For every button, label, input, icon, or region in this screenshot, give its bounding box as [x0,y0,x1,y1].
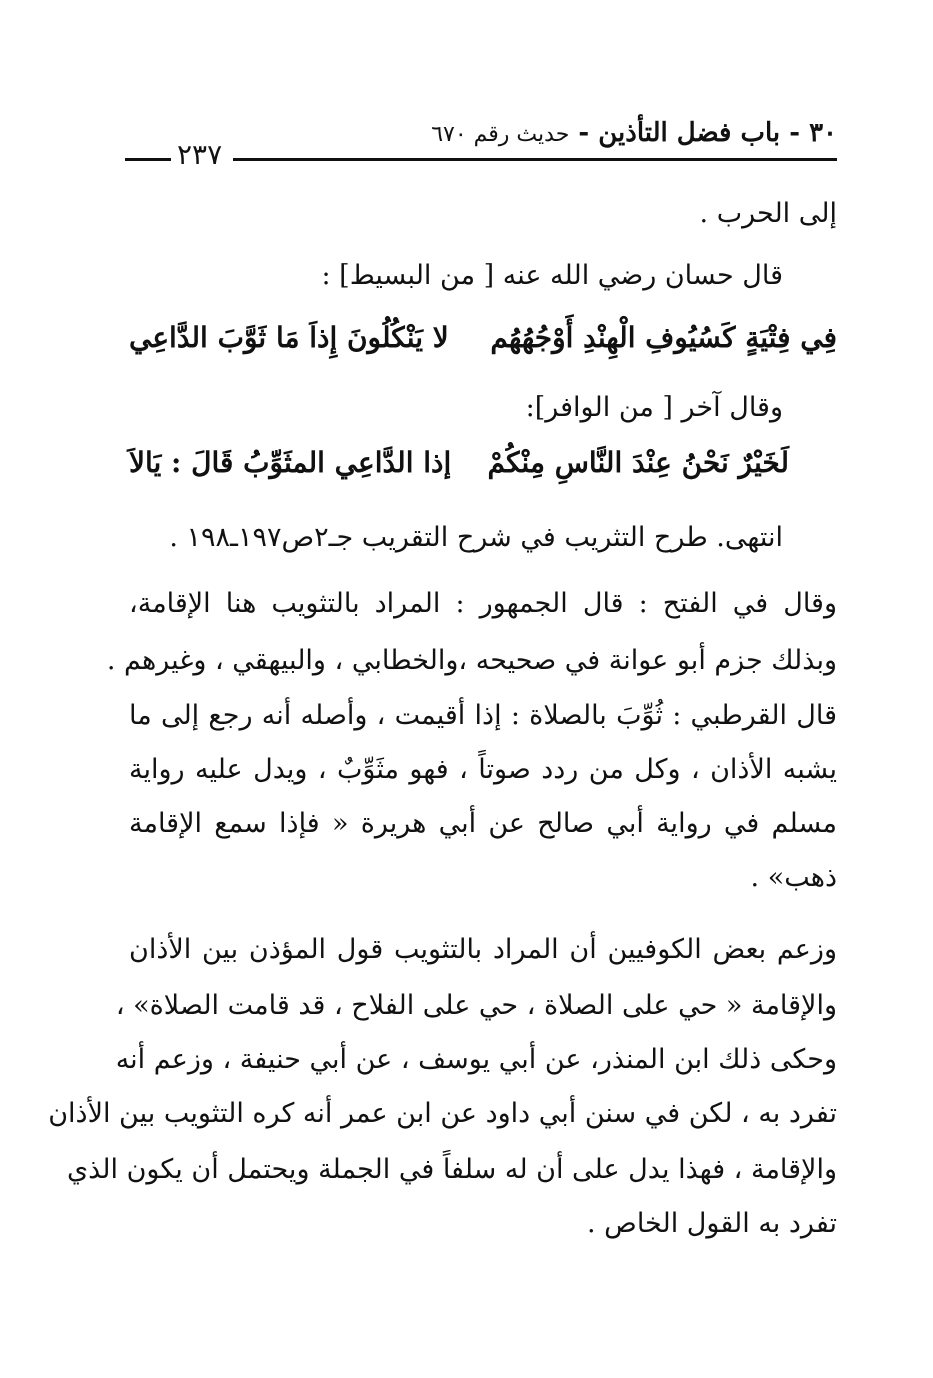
paragraph-line: والإقامة « حي على الصلاة ، حي على الفلاح ، قد قامت الصلاة» ، [115,990,837,1021]
hadith-reference: حديث رقم ٦٧٠ [431,122,570,147]
paragraph-line: وحكى ذلك ابن المنذر، عن أبي يوسف ، عن أبي حنيفة ، وزعم أنه [115,1044,837,1075]
paragraph-line: تفرد به القول الخاص . [587,1208,837,1239]
text-line: إلى الحرب . [699,198,837,229]
paragraph-line: قال القرطبي : ثُوِّبَ بالصلاة : إذا أقيمت ، وأصله أنه رجع إلى ما [129,700,837,731]
verse-second-hemistich: لا يَنْكُلُونَ إِذاَ مَا ثَوَّبَ الدَّاعِي [129,321,449,354]
running-header [125,118,837,178]
paragraph-line: والإقامة ، فهذا يدل على أن له سلفاً في الجملة ويحتمل أن يكون الذي [66,1154,837,1185]
verse-second-hemistich: إذا الدَّاعِي المثَوِّبُ قَالَ : يَالاَ [129,446,452,479]
chapter-title [431,118,837,148]
verse-first-hemistich: فِي فِتْيَةٍ كَسُيُوفِ الْهِنْدِ أَوْجُهُهُم [490,321,837,354]
paragraph-line: وقال في الفتح : قال الجمهور : المراد بالتثويب هنا الإقامة، [129,588,837,619]
paragraph-line: وزعم بعض الكوفيين أن المراد بالتثويب قول المؤذن بين الأذان [129,934,837,965]
page-number-rule [125,158,171,161]
poem-intro: وقال آخر [ من الوافر]: [525,392,783,423]
verse-line [129,320,837,364]
page-number: ٢٣٧ [177,138,223,171]
paragraph-line: ذهب» . [750,862,837,893]
chapter-name: ٣٠ - باب فضل التأذين [598,118,837,148]
paragraph-line: تفرد به ، لكن في سنن أبي داود عن ابن عمر أنه كره التثويب بين الأذان [48,1098,837,1129]
verse-line [129,445,789,489]
paragraph-line: مسلم في رواية أبي صالح عن أبي هريرة « فإذا سمع الإقامة [129,808,837,839]
citation-line: انتهى. طرح التثريب في شرح التقريب جـ٢ص١٩٧ـ١٩٨ . [169,522,783,553]
paragraph-line: يشبه الأذان ، وكل من ردد صوتاً ، فهو مثَوِّبٌ ، ويدل عليه رواية [129,754,837,785]
header-separator: - [578,118,590,148]
paragraph-line: وبذلك جزم أبو عوانة في صحيحه ،والخطابي ، والبيهقي ، وغيرهم . [106,645,837,676]
header-rule [233,158,837,161]
verse-first-hemistich: لَخَيْرٌ نَحْنُ عِنْدَ النَّاسِ مِنْكُمْ [487,446,789,479]
poem-intro: قال حسان رضي الله عنه [ من البسيط] : [321,260,783,291]
